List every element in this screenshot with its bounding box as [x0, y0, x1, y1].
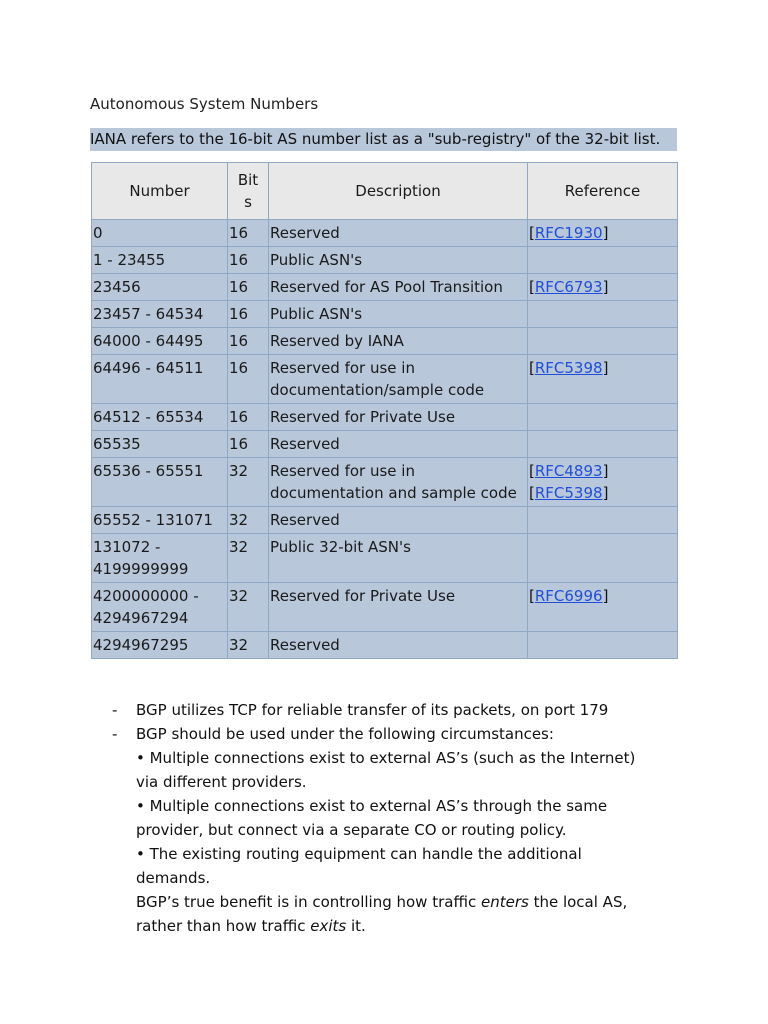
cell-description: Reserved: [269, 632, 528, 659]
cell-description: Reserved for AS Pool Transition: [269, 274, 528, 301]
cell-description: Reserved by IANA: [269, 328, 528, 355]
circumstance-point: • Multiple connections exist to external AS’s (such as the Internet) via different providers.: [136, 749, 636, 791]
cell-number: 1 - 23455: [92, 247, 228, 274]
benefit-text: BGP’s true benefit is in controlling how traffic: [136, 893, 481, 911]
cell-number: 64000 - 64495: [92, 328, 228, 355]
header-description: Description: [269, 163, 528, 220]
table-row: [92, 534, 678, 583]
header-number: Number: [92, 163, 228, 220]
cell-reference: [528, 328, 678, 355]
cell-bits: 16: [228, 247, 269, 274]
table-row: [92, 301, 678, 328]
rfc-link[interactable]: RFC5398: [534, 484, 603, 502]
bracket: [: [529, 359, 535, 377]
bracket: [: [529, 484, 535, 502]
cell-reference: [528, 220, 678, 247]
bracket: [: [529, 462, 535, 480]
bracket: ]: [602, 587, 609, 605]
cell-reference: [528, 404, 678, 431]
cell-number: 64496 - 64511: [92, 355, 228, 404]
cell-number: 23456: [92, 274, 228, 301]
cell-bits: 16: [228, 301, 269, 328]
exits-emphasis: exits: [310, 917, 347, 935]
cell-description: Reserved for use in documentation and sample code: [269, 458, 528, 507]
list-item: [112, 698, 652, 722]
bracket: ]: [602, 359, 609, 377]
cell-number: 4294967295: [92, 632, 228, 659]
asn-table: [91, 162, 678, 659]
benefit-text: it.: [346, 917, 366, 935]
bgp-benefit-note: [136, 890, 652, 938]
cell-description: Reserved: [269, 220, 528, 247]
cell-number: 65552 - 131071: [92, 507, 228, 534]
table-row: [92, 507, 678, 534]
bracket: ]: [602, 224, 609, 242]
table-row: [92, 458, 678, 507]
rfc-link[interactable]: RFC6793: [534, 278, 603, 296]
table-row: [92, 632, 678, 659]
circumstance-point: • The existing routing equipment can handle the additional demands.: [136, 845, 582, 887]
cell-reference: [528, 431, 678, 458]
cell-description: Public ASN's: [269, 247, 528, 274]
bracket: ]: [602, 484, 609, 502]
cell-number: 0: [92, 220, 228, 247]
cell-number: 65535: [92, 431, 228, 458]
bracket: [: [529, 587, 535, 605]
bracket: [: [529, 224, 535, 242]
cell-bits: 32: [228, 534, 269, 583]
cell-description: Reserved for Private Use: [269, 583, 528, 632]
cell-reference: [528, 301, 678, 328]
table-row: [92, 274, 678, 301]
rfc-link[interactable]: RFC1930: [534, 224, 603, 242]
cell-number: 65536 - 65551: [92, 458, 228, 507]
cell-bits: 32: [228, 583, 269, 632]
cell-number: 23457 - 64534: [92, 301, 228, 328]
benefit-text: the local AS, rather than how traffic: [136, 893, 628, 935]
header-reference: Reference: [528, 163, 678, 220]
bgp-tcp-note: BGP utilizes TCP for reliable transfer of its packets, on port 179: [136, 701, 609, 719]
table-header-row: [92, 163, 678, 220]
cell-bits: 16: [228, 274, 269, 301]
cell-bits: 32: [228, 458, 269, 507]
cell-bits: 16: [228, 431, 269, 458]
enters-emphasis: enters: [480, 893, 529, 911]
cell-reference: [528, 507, 678, 534]
cell-reference: [528, 355, 678, 404]
bracket: ]: [602, 278, 609, 296]
cell-bits: 16: [228, 220, 269, 247]
cell-bits: 16: [228, 328, 269, 355]
cell-description: Reserved for use in documentation/sample code: [269, 355, 528, 404]
cell-reference: [528, 583, 678, 632]
cell-number: 4200000000 - 4294967294: [92, 583, 228, 632]
bgp-notes-list: [112, 698, 652, 938]
document-title: Autonomous System Numbers: [90, 95, 319, 113]
header-bits: [228, 163, 269, 220]
table-body: [92, 220, 678, 659]
table-row: [92, 328, 678, 355]
circumstance-point: • Multiple connections exist to external AS’s through the same provider, but connect via a separate CO or routing policy.: [136, 797, 608, 839]
cell-number: 131072 - 4199999999: [92, 534, 228, 583]
cell-bits: 32: [228, 632, 269, 659]
header-bits-label: Bit s: [237, 171, 259, 211]
rfc-link[interactable]: RFC4893: [534, 462, 603, 480]
rfc-link[interactable]: RFC5398: [534, 359, 603, 377]
list-item: [112, 722, 652, 938]
rfc-link[interactable]: RFC6996: [534, 587, 603, 605]
cell-bits: 32: [228, 507, 269, 534]
cell-description: Reserved: [269, 507, 528, 534]
bracket: ]: [602, 462, 609, 480]
cell-number: 64512 - 65534: [92, 404, 228, 431]
table-row: [92, 404, 678, 431]
cell-bits: 16: [228, 404, 269, 431]
table-row: [92, 220, 678, 247]
cell-description: Reserved for Private Use: [269, 404, 528, 431]
table-row: [92, 583, 678, 632]
iana-note-banner: IANA refers to the 16-bit AS number list as a "sub-registry" of the 32-bit list.: [90, 128, 677, 151]
cell-reference: [528, 458, 678, 507]
bracket: [: [529, 278, 535, 296]
table-row: [92, 431, 678, 458]
cell-bits: 16: [228, 355, 269, 404]
cell-reference: [528, 247, 678, 274]
table-row: [92, 355, 678, 404]
cell-description: Public 32-bit ASN's: [269, 534, 528, 583]
cell-description: Public ASN's: [269, 301, 528, 328]
cell-reference: [528, 534, 678, 583]
cell-reference: [528, 274, 678, 301]
table-row: [92, 247, 678, 274]
bgp-circumstances-intro: - BGP should be used under the following circumstances:: [136, 725, 554, 743]
cell-reference: [528, 632, 678, 659]
cell-description: Reserved: [269, 431, 528, 458]
